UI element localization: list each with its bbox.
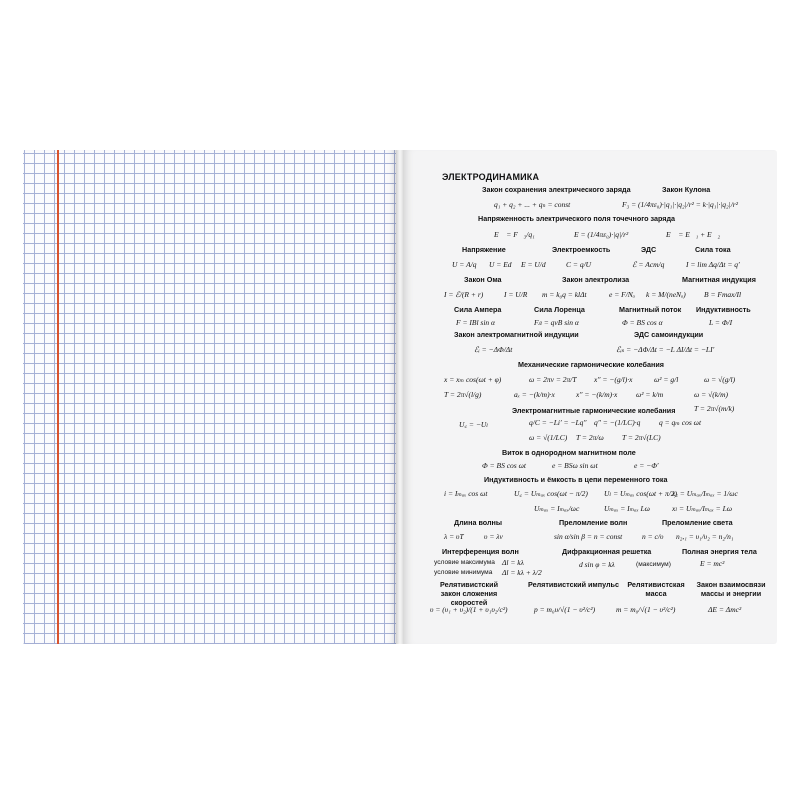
formula-em-1: U꜀ = −Uₗ (459, 420, 489, 429)
formula-inductance: L = Φ/I (709, 318, 733, 327)
formula-field-def: E⃗ = F⃗₃/q₁ (494, 230, 535, 239)
formula-coil-1: Φ = BS cos ωt (482, 461, 526, 470)
formula-refr-1: sin α/sin β = n = const (554, 532, 623, 541)
heading-induction: Магнитная индукция (682, 275, 756, 284)
formula-current: I = lim Δq/Δt = q′ (686, 260, 740, 269)
heading-coulomb: Закон Кулона (662, 185, 711, 194)
page-title: ЭЛЕКТРОДИНАМИКА (442, 172, 540, 182)
heading-mass-energy: Закон взаимосвязи массы и энергии (696, 580, 766, 598)
formula-ohm-1: I = ℰ/(R + r) (444, 290, 484, 299)
formula-voltage-1: U = A/q (452, 260, 477, 269)
formula-mech-7: aₓ = −(k/m)·x (514, 390, 555, 399)
formula-mech-3: x″ = −(g/l)·x (594, 375, 633, 384)
formula-mech-4: ω² = g/l (654, 375, 679, 384)
heading-lorentz: Сила Лоренца (534, 305, 585, 314)
formula-mech-5: ω = √(g/l) (704, 375, 736, 384)
heading-em-osc: Электромагнитные гармонические колебания (512, 406, 676, 415)
notebook-spine (396, 150, 404, 644)
formula-rel-momentum: p = m₀υ/√(1 − υ²/c²) (534, 605, 596, 614)
formula-charge-sum: q₁ + q₂ + ... + qₙ = const (494, 200, 571, 209)
heading-ohm: Закон Ома (464, 275, 502, 284)
formula-induction: B = Fmax/Il (704, 290, 742, 299)
formula-flux: Φ = BS cos α (622, 318, 663, 327)
formula-ac-3: Uₗ = Uₘₐₓ cos(ωt + π/2) (604, 489, 678, 498)
heading-interference: Интерференция волн (442, 547, 519, 556)
formula-em-4: q = qₘ cos ωt (659, 418, 702, 427)
formula-em-7: T = 2π√(LC) (622, 433, 661, 442)
formula-electrolysis-2: e = F/Nₐ (609, 290, 636, 299)
heading-wave-refraction: Преломление волн (559, 518, 628, 527)
heading-grating: Дифракционная решетка (562, 547, 652, 556)
formula-coil-3: e = −Φ′ (634, 461, 659, 470)
formula-mech-6: T = 2π√(l/g) (444, 390, 482, 399)
formula-voltage-3: E = U/d (521, 260, 546, 269)
formula-superposition: E⃗ = E⃗₁ + E⃗₂ (666, 230, 721, 239)
heading-field-strength: Напряженность электрического поля точечного заряда (478, 214, 676, 223)
formula-total-energy: E = mc² (700, 559, 725, 568)
formula-rel-velocity: υ = (υ₁ + υ₂)/(1 + υ₁υ₂/c²) (430, 605, 508, 614)
heading-ac: Индуктивность и ёмкость в цепи переменного тока (484, 475, 668, 484)
formula-self-induction: ℰᵢₛ = −ΔΦ/Δt = −L ΔI/Δt = −LI′ (616, 345, 715, 354)
formula-mech-2: ω = 2πν = 2π/T (529, 375, 577, 384)
formula-ac-4: Uₘₐₓ = Iₘₐₓ/ωc (534, 504, 580, 513)
formula-ampere: F = IBl sin α (456, 318, 495, 327)
heading-em-induction: Закон электромагнитной индукции (454, 330, 579, 339)
formula-refr-2: n = c/υ (642, 532, 664, 541)
heading-flux: Магнитный поток (619, 305, 682, 314)
formula-mech-9: ω² = k/m (636, 390, 664, 399)
formula-wave-2: υ = λν (484, 532, 503, 541)
formula-em-6: T = 2π/ω (576, 433, 604, 442)
formula-coil-2: e = BSω sin ωt (552, 461, 598, 470)
formula-ac-1: i = Iₘₐₓ cos ωt (444, 489, 488, 498)
interference-min-label: условие минимума (434, 569, 493, 576)
heading-voltage: Напряжение (462, 245, 506, 254)
formula-ohm-2: I = U/R (504, 290, 528, 299)
formula-em-5: ω = √(1/LC) (529, 433, 568, 442)
formula-field-point: E = (1/4πε₀)·|q|/r² (574, 230, 629, 239)
heading-charge-conservation: Закон сохранения электрического заряда (482, 185, 631, 194)
heading-electrolysis: Закон электролиза (562, 275, 630, 284)
heading-light-refraction: Преломление света (662, 518, 733, 527)
formula-mech-11: T = 2π√(m/k) (694, 404, 735, 413)
formula-interference-max: Δl = kλ (502, 558, 524, 567)
formula-light-1: n₂,₁ = υ₁/υ₂ = n₂/n₁ (676, 532, 734, 541)
margin-line (57, 150, 59, 644)
formula-mass-energy: ΔE = Δmc² (708, 605, 742, 614)
formula-capacitance: C = q/U (566, 260, 592, 269)
formula-ac-5: Uₘₐₓ = Iₘₐₓ Lω (604, 504, 650, 513)
formula-mech-8: x″ = −(k/m)·x (576, 390, 618, 399)
grid-page (23, 150, 396, 644)
formula-ac-2: U꜀ = Uₘₐₓ cos(ωt − π/2) (514, 489, 588, 498)
formula-interference-min: Δl = kλ + λ/2 (502, 568, 542, 577)
formula-mech-1: x = xₘ cos(ωt + φ) (444, 375, 502, 384)
heading-inductance: Индуктивность (696, 305, 751, 314)
heading-self-induction: ЭДС самоиндукции (634, 330, 704, 339)
heading-wavelength: Длина волны (454, 518, 503, 527)
formula-electrolysis-3: k = M/(neNₐ) (646, 290, 686, 299)
grating-note: (максимум) (636, 561, 671, 568)
formula-ac-6: x꜀ = Uₘₐₓ/Iₘₐₓ = 1/ωc (672, 489, 738, 498)
formula-em-induction: ℰᵢ = −ΔΦ/Δt (474, 345, 513, 354)
heading-rel-momentum: Релятивистский импульс (528, 580, 619, 589)
formula-voltage-2: U = Ed (489, 260, 512, 269)
formula-rel-mass: m = m₀/√(1 − υ²/c²) (616, 605, 676, 614)
heading-ampere: Сила Ампера (454, 305, 502, 314)
heading-rel-velocity: Релятивистский закон сложения скоростей (439, 580, 498, 607)
formula-em-2: q/C = −Li′ = −Lq″ (529, 418, 587, 427)
heading-current: Сила тока (695, 245, 731, 254)
formula-wave-1: λ = υT (444, 532, 464, 541)
formula-emf: ℰ = Aст/q (632, 260, 665, 269)
notebook-spread (23, 150, 777, 644)
heading-emf: ЭДС (641, 245, 657, 254)
formula-electrolysis-1: m = k₀q = klΔt (542, 290, 587, 299)
heading-coil: Виток в однородном магнитном поле (502, 448, 636, 457)
interference-max-label: условие максимума (434, 559, 495, 566)
heading-rel-mass: Релятивистская масса (627, 580, 685, 598)
heading-mech-osc: Механические гармонические колебания (518, 360, 664, 369)
formula-mech-10: ω = √(k/m) (694, 390, 729, 399)
formula-coulomb: F₃ = (1/4πε₀)·|q₁|·|q₂|/r² = k·|q₁|·|q₂|/r² (622, 200, 738, 209)
heading-capacitance: Электроемкость (552, 245, 611, 254)
formula-ac-7: xₗ = Uₘₐₓ/Iₘₐₓ = Lω (672, 504, 733, 513)
formula-grating: d sin φ = kλ (579, 560, 615, 569)
formula-em-3: q″ = −(1/LC)·q (594, 418, 641, 427)
heading-total-energy: Полная энергия тела (682, 547, 757, 556)
formula-lorentz: Fл = qvB sin α (534, 318, 579, 327)
formula-page (404, 150, 777, 644)
